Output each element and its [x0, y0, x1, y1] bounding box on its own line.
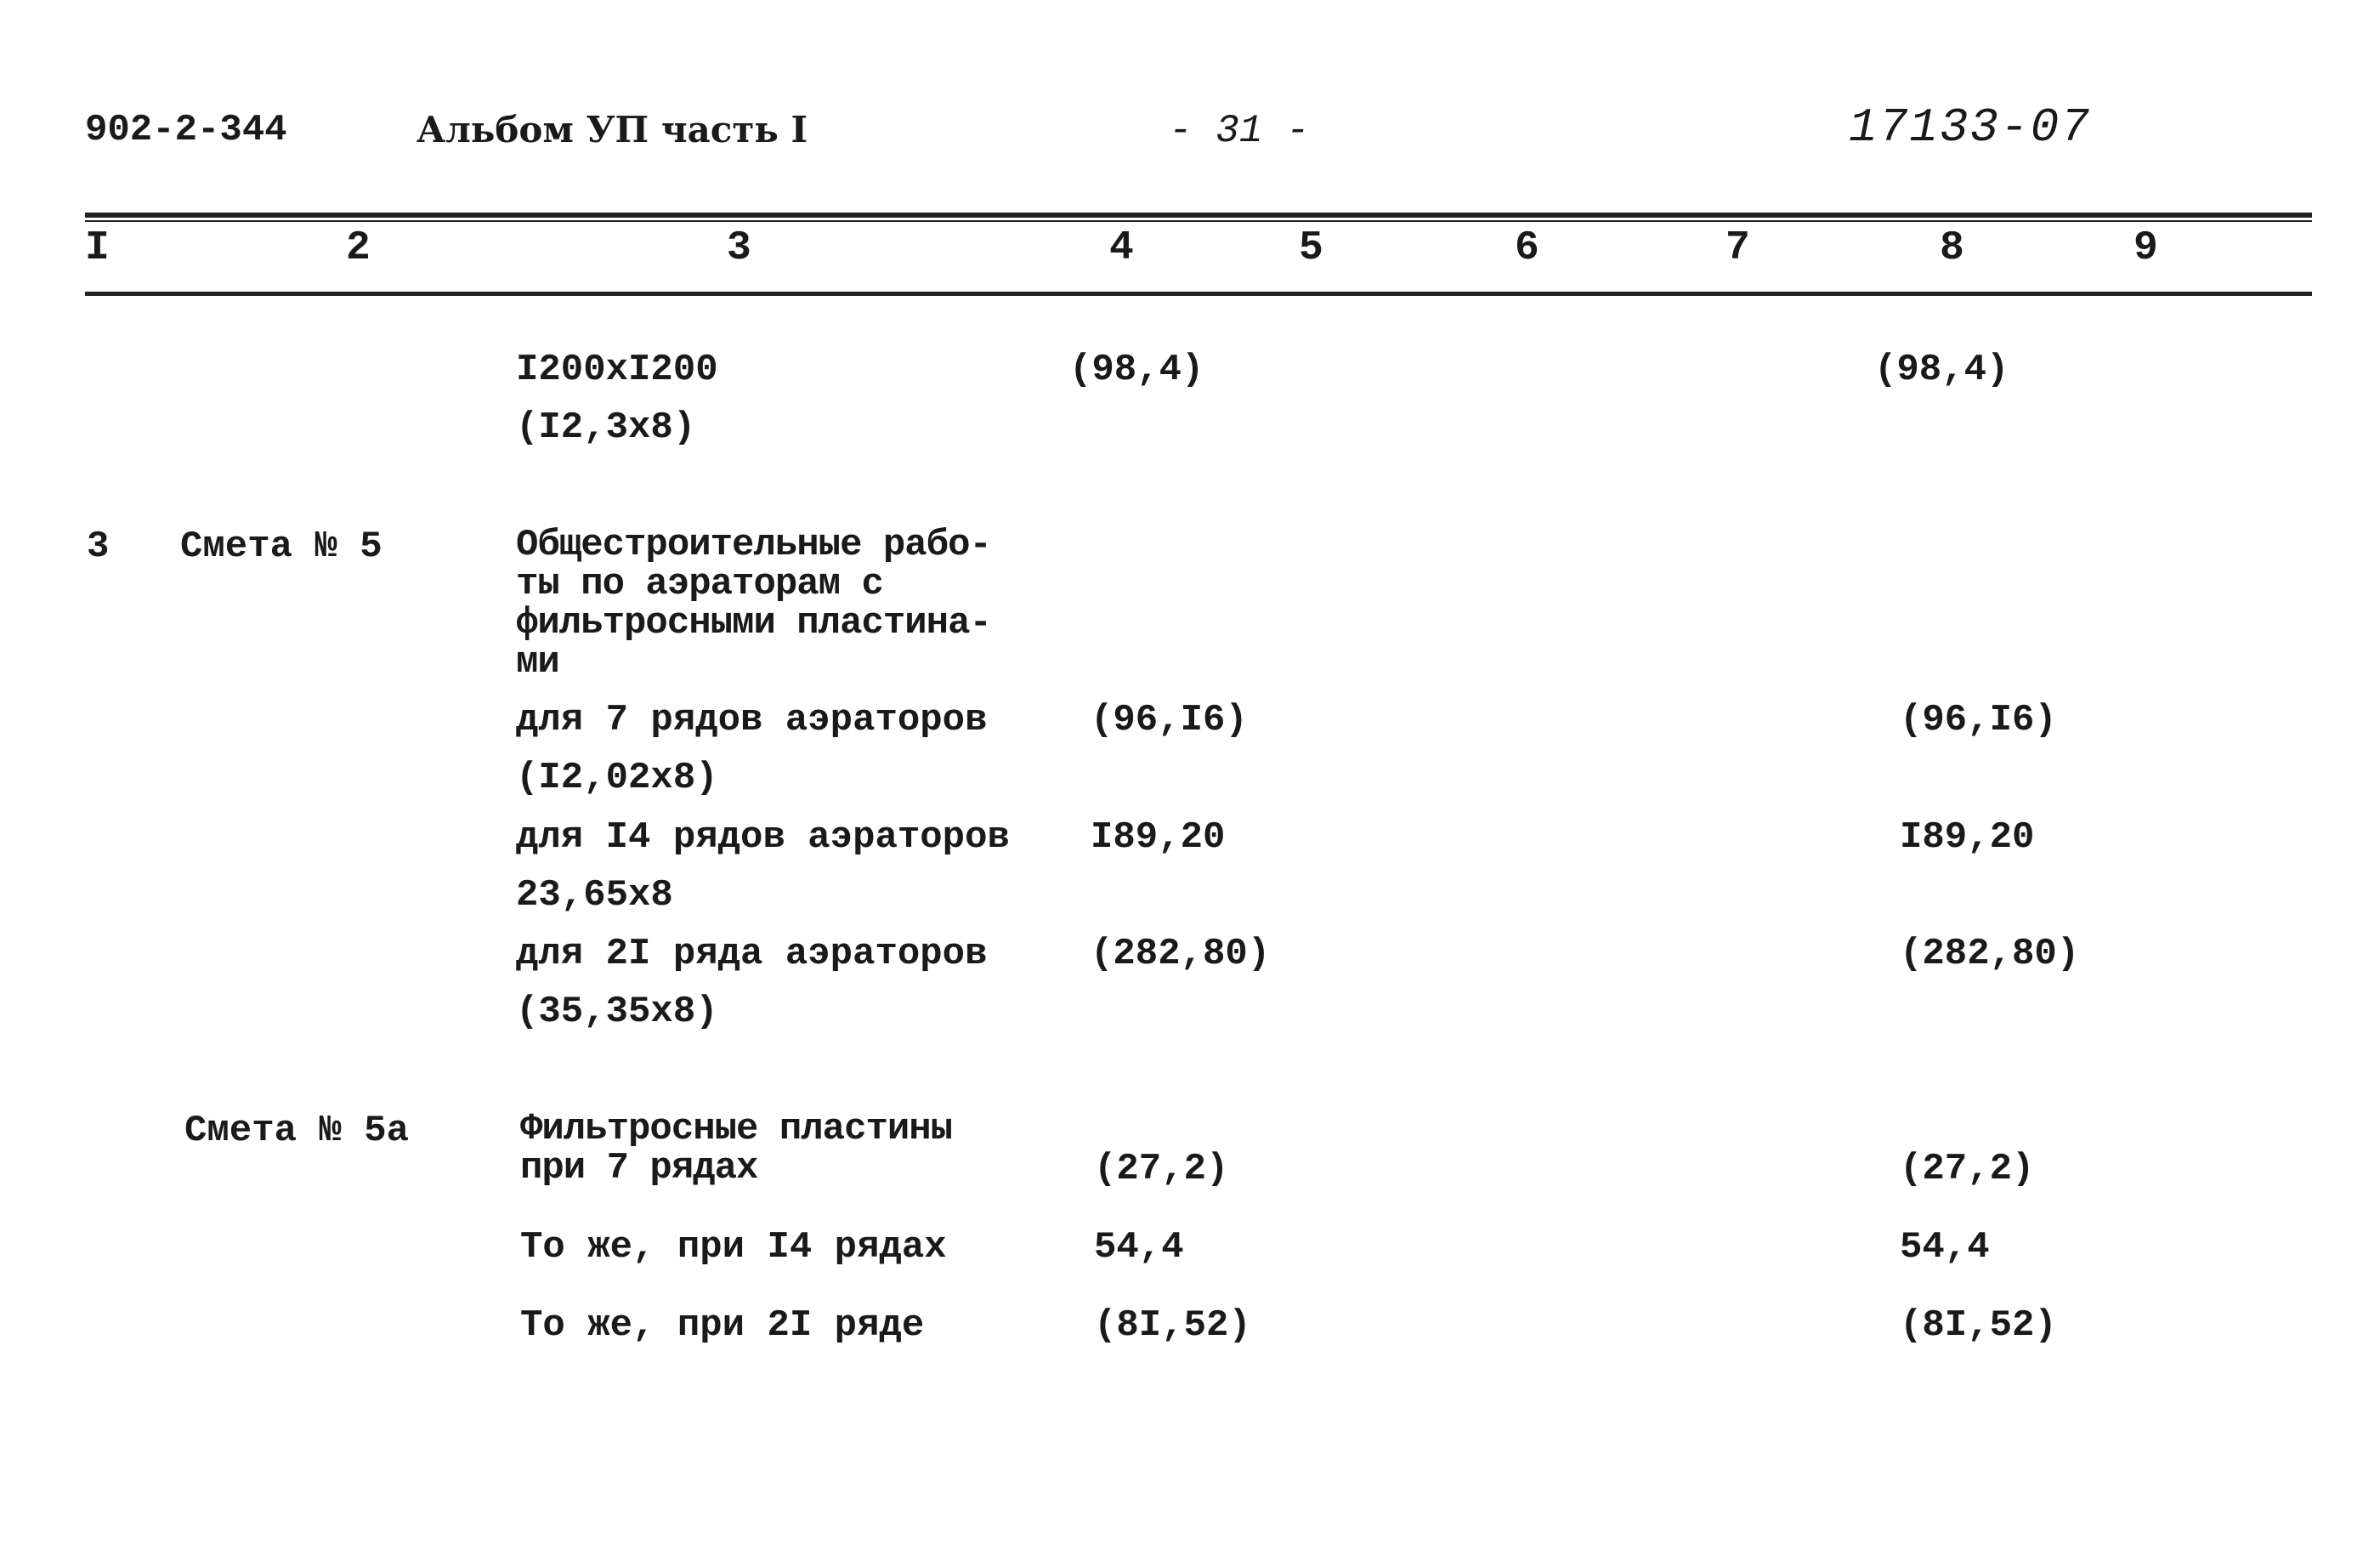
row-value-col8: (96,I6): [1900, 699, 2057, 741]
row-value-col8: (282,80): [1900, 933, 2080, 975]
row-value-col8: 54,4: [1900, 1226, 1990, 1269]
row-description: при 7 рядах: [520, 1147, 758, 1189]
table-top-rule-thin: [85, 220, 2312, 222]
column-number-2: 2: [346, 225, 371, 271]
row-estimate: Смета № 5: [180, 525, 382, 568]
row-value-col4: 54,4: [1094, 1226, 1184, 1269]
row-description: То же, при I4 рядах: [520, 1226, 947, 1269]
row-number: 3: [87, 525, 110, 568]
column-number-9: 9: [2134, 225, 2158, 271]
row-description: (35,35x8): [516, 991, 718, 1033]
column-number-4: 4: [1109, 225, 1134, 271]
column-number-5: 5: [1299, 225, 1323, 271]
row-description: для I4 рядов аэраторов: [516, 816, 1010, 859]
page-number: - 31 -: [1169, 109, 1310, 153]
row-value-col8: (27,2): [1900, 1148, 2035, 1190]
row-description: Фильтросные пластины: [520, 1108, 953, 1150]
row-value-col4: (27,2): [1094, 1148, 1229, 1190]
row-description: (I2,3x8): [516, 406, 696, 449]
document-number: 17133-07: [1849, 100, 2091, 155]
column-number-3: 3: [727, 225, 751, 271]
table-header-bottom-rule: [85, 292, 2312, 296]
row-value-col8: (98,4): [1874, 349, 2009, 391]
row-estimate: Смета № 5а: [184, 1110, 410, 1152]
table-top-rule: [85, 213, 2312, 218]
row-value-col8: (8I,52): [1900, 1304, 2057, 1347]
column-number-8: 8: [1940, 225, 1964, 271]
row-description: Общестроительные рабо-: [516, 524, 991, 566]
row-description: I200xI200: [516, 349, 718, 391]
row-description: 23,65x8: [516, 874, 673, 917]
row-value-col8: I89,20: [1900, 816, 2035, 859]
row-description: для 7 рядов аэраторов: [516, 699, 988, 741]
row-description: ми: [516, 641, 559, 684]
column-number-6: 6: [1515, 225, 1539, 271]
row-description: То же, при 2I ряде: [520, 1304, 925, 1347]
row-description: для 2I ряда аэраторов: [516, 933, 988, 975]
row-description: фильтросными пластина-: [516, 602, 991, 644]
row-value-col4: (98,4): [1069, 349, 1204, 391]
row-value-col4: (8I,52): [1094, 1304, 1251, 1347]
row-value-col4: I89,20: [1091, 816, 1226, 859]
document-code: 902-2-344: [85, 109, 287, 151]
column-number-7: 7: [1726, 225, 1750, 271]
row-value-col4: (96,I6): [1091, 699, 1248, 741]
row-value-col4: (282,80): [1091, 933, 1271, 975]
album-title: Альбом УП часть I: [416, 109, 808, 150]
row-description: ты по аэраторам с: [516, 563, 883, 605]
column-number-1: I: [85, 225, 110, 271]
row-description: (I2,02x8): [516, 757, 718, 799]
